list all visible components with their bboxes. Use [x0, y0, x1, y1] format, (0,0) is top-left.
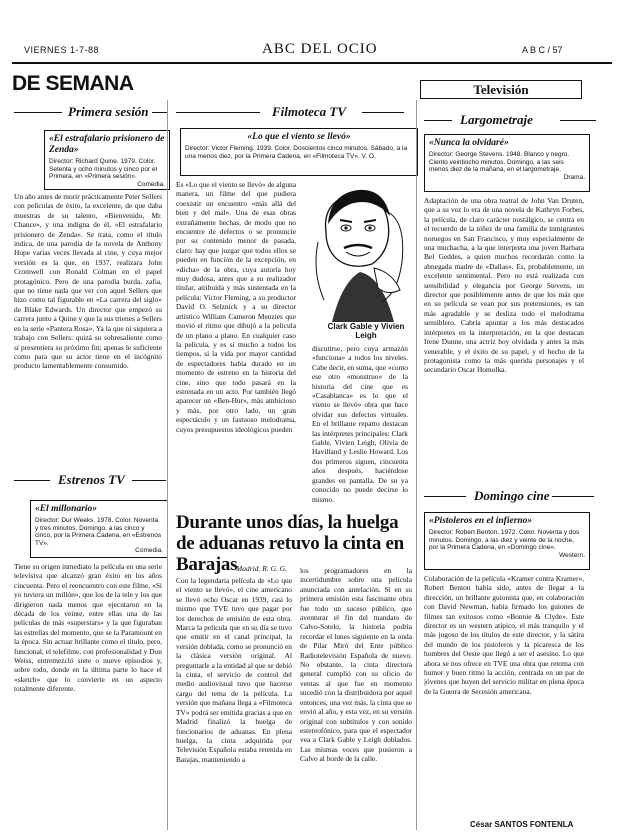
filmoteca-credit-body: Director: Victor Fleming. 1939. Color. Doscientos cinco minutos. Sábado, a la una menos diez, por la Primera Cadena, en «Filmoteca TV». V. O. [185, 145, 408, 160]
domingo-cine-text: Colaboración de la película «Kramer contra Kramer», Robert Benton había sido, antes de llegar a la dirección, un brillante guionista que, en colaboración con David Newman, había firmado los guiones de filmes tan exitosos como «Bonnie & Clyde». Este director es un western atípico, el más tranquilo y el más jugoso de los títulos de este director, y la sátira del mundo de los pistoleros y la picaresca de los hombres del Oeste que llegó a ser el asesino. Lo que ahora se nos ofrece en TVE una obra que retoma con humor y buen ritmo la acción, centrada en un par de jóvenes que huyen del servicio militar en plena época de la Guerra de Secesión americana. [424, 574, 584, 696]
estrenos-credit-title: «El millonario» [35, 504, 98, 514]
largometraje-text: Adaptación de una obra teatral de John Van Druten, que a su vez lo era de una novela de Kathryn Forbes, la película, de claro carácter nostálgico, se centra en el recuerdo de la niñez de una familia de inmigrantes noruegos en San Francisco, y muy especialmente de una muchacha, a la que interpreta una joven Barbara Bel Geddes, a quien muchos recordarán como la abnegada madre de «Dallas». Es, probablemente, un excelente sentimental. Pero no está realizada con sensibilidad y elegancia por George Stevens, un director que posiblemente antes de que los más que en su película se vean por sus pretensiones, es tan más agradable y se desliza todo el melodrama sensiblero. Cabría apuntar a los más destacados intérpretes en la interpretación, en la que destacan Irene Dunne, una actriz hoy olvidada y antes la más venerable, y el éxito de su papel, y el hecho de la protagonista como la más querida personajes y el secundario Oscar Homolka. [424, 196, 584, 375]
estrenos-credit-tag: Comedia. [135, 547, 163, 554]
largometraje-credit-body: Director: George Stevens. 1948. Blanco y negro. Ciento veintiocho minutos. Domingo, a las seis menos diez de la mañana, en el largometraje. [429, 151, 570, 173]
page-number: A B C / 57 [522, 45, 563, 55]
largometraje-credit-tag: Drama. [563, 173, 585, 181]
estrenos-tv-heading: Estrenos TV [58, 472, 125, 487]
primera-credit-title: «El estrafalario prisionero de Zenda» [49, 134, 165, 155]
domingo-credit-box [424, 512, 590, 570]
filmoteca-text-col-a: Es «Lo que el viento se llevó» de alguna manera, un filme del que pudiera coexistir un encuentro «más allá del bien y del mal». Una de esas obras extrañamente hechas, de modo que no encuentre de defectos o se pronuncie por su contenido menor de pasada, claro: hay que juzgar que todos ellos se pueden en función de la excepción, en «dicha» de la obra, cuya autoría hoy muy dudosa, antes que a su realizador titular, atribuida y más sustentada en la película: Victor Fleming, a su productor David O. Selznick y a su director artístico William Cameron Menzies que movió el ritmo que dibujó a la película de un plano a plano. En cualquier caso la película, y es sí mucho a todos los tiempos, si la vida por mayor cantidad de espectadores había durado en un momento de estreno en la historia del cine, sino que todo pasará en la estrenada en un acto. Por también llegó aparecer un «Ben-Hur», más ambicioso y más, por otro lado, un gran espectáculo y un fastuoso melodrama, cuyos presupuestos ideológicos pueden [176, 180, 296, 434]
primera-sesion-text: Un año antes de morir prácticamente Peter Sellers con películas de éxito, la excelente, de que daba muestras de su talento, «Bienvenido, Mr. Chance», y una indigna de él, «El estrafalario prisionero de Zenda». Se trata, como el título indica, de una parodia de la novela de Anthony Hope varias veces llevada al cine, y cuya mejor versión es la que, en 1937, realizara John Cromwell con Ronald Colman en el papel protagónico. Pero de una parodia burda, zafia, que no tiene nada que ver con aquel Sellers que hizo como tal figurable en «La carrera del siglo» de Blake Edwards. Un director que empezó su carrera junto a Quine y que la sus trienes a Sellers en la serie «Pantera Rosa». Ya la que ni siquiera a trabajo con Sellers: quizá su sobresaliente como sí presentiera su próximo fin; apenas le suficiente como para que su actor tiene en el incógnito producto lamentablemente consumido. [14, 192, 162, 371]
estrenos-credit-box [30, 500, 168, 558]
primera-credit-box [44, 130, 170, 190]
filmoteca-credit-box [180, 128, 418, 176]
domingo-credit-title: «Pistoleros en el infierno» [429, 516, 533, 526]
section-header-title: ABC DEL OCIO [262, 41, 378, 57]
largometraje-credit-box [424, 134, 590, 192]
tv-section-label: Televisión [420, 80, 582, 99]
filmoteca-tv-heading: Filmoteca TV [272, 104, 347, 119]
column-divider [416, 100, 417, 830]
head-rule [424, 496, 466, 497]
domingo-cine-heading: Domingo cine [474, 488, 550, 503]
domingo-credit-tag: Western. [559, 551, 585, 559]
aduanas-text-col-a: Con la legendaria película de «Lo que el viento se llevó», el cine americano se llevó ocho Oscar en 1939, casi lo mismo que TVE tuvo que pagar por los derechos de emisión de esta obra. Marca la película que en su día se tuvo que emitir en el canal principal, la versión doblada, como se pronunció en la clásica versión original. Al preguntarle a la entidad al que se debió la cinta, el servicio de control del medio audiovisual tuvo que hacerse cargo del tema de la película. La versión que mañana llega a «Filmoteca TV» podrá ser emitida gracias a que en Madrid finalizó la huelga de funcionarios de aduanas. En plena huelga, la cinta adquirida por Televisión Española estaba retenida en Barajas, manteniendo a [176, 576, 292, 764]
head-rule [560, 120, 596, 121]
head-rule [14, 112, 62, 113]
primera-credit-tag: Comedia. [137, 180, 165, 188]
head-rule [14, 480, 50, 481]
estrenos-credit-body: Director: Dur Weeks. 1978. Color. Noventa y tres minutos. Domingo, a las cinco y cinco, por la Primera Cadena, en «Estrenos TV». [35, 517, 162, 547]
head-rule [552, 496, 594, 497]
head-rule [362, 112, 404, 113]
largometraje-credit-title: «Nunca la olvidaré» [429, 138, 509, 148]
filmoteca-text-col-b: discutirse, pero cuya armazón «funciona» a todos los niveles. Cabe decir, en suma, que «como ese otro «monstruo» de la historia del cine que es «Casablanca» es lo que el viento se llevó» obra que hace olvidar sus defectos virtuales. En el brillante reparto destacan las intérpretes principales: Clark Gable, Vivien Leigh, Olivia de Havilland y Leslie Howard. Los dos primeros siguen, cincuenta años después, haciéndose grandes en pantalla. De su ya conocido no puede decirse lo mismo. [312, 344, 408, 504]
header-divider [12, 62, 612, 64]
filmoteca-credit-title: «Lo que el viento se llevó» [247, 132, 351, 142]
estrenos-tv-text: Tiene su origen inmediato la película en una serie televisiva que alcanzó gran éxito en los años cincuenta. Pero el reencuentro con este filme, «Si yo tuviera un millón», que los de la tele y los que dirigieron nada menos que ejecutaron en la década de los veinte, entre ellas una de las películas de más «superstars» y la que figuraban las estrellas del momento, que se la Paramount en la época. Sin actuar brillante como el título, pero, funcional, el telefilme, con profesionalidad y Don Weiss, entremezcló siete o nueve episodios y, sobre todo, donde en la última parte lo hace el «sketch» que lo convierte en un aspecto totalmente diferente. [14, 562, 162, 694]
illustration-caption: Clark Gable y Vivien Leigh [327, 322, 405, 340]
aduanas-text-col-b: los programadores en la incertidumbre sobre una película anunciada con antelación. Si en su primera emisión esta fascinante obra fue todo un suceso público, que aventurar el fin del mandato de Calvo-Sotelo, la historia podría recordar el lunes siguiente en la onda de Pilar Miró del Ente público Radiotelevisión Española de nuevo. No obstante, la cinta directora general cumplió con su oficio de ventas al que fue en momento sucedió con la distribuidora por aquel entonces, una vez más, la cinta que se envió al año, y esta vez, en su versión original con subtítulos y con sonido estereofónico, para que el espectador vea a Clark Gable y Leigh doblados. Las mismas voces que pusieron a Calvo al borde de la calle. [300, 566, 412, 764]
largometraje-heading: Largometraje [460, 112, 533, 127]
domingo-credit-body: Director: Robert Benton. 1972. Color. Noventa y dos minutos. Domingo, a las diez y veinte de la noche, por la Primera Cadena, en «Domingo cine». [429, 529, 580, 551]
aduanas-headline: Durante unos días, la huelga de aduanas retuvo la cinta en Barajas [176, 512, 404, 575]
head-rule [424, 120, 452, 121]
clark-gable-vivien-leigh-caricature [312, 172, 408, 330]
head-rule [132, 480, 166, 481]
issue-date: VIERNES 1-7-88 [24, 45, 100, 55]
primera-credit-body: Director: Richard Quine. 1979. Color. Setenta y ocho minutos y cinco por el Primera, en «Primera sesión». [49, 158, 158, 180]
primera-sesion-heading: Primera sesión [68, 104, 149, 119]
aduanas-byline: Madrid. R. G. G. [236, 564, 288, 573]
head-rule [176, 112, 260, 113]
column-divider [167, 100, 168, 830]
section-title: DE SEMANA [12, 72, 134, 95]
author-signature: César SANTOS FONTENLA [470, 820, 574, 829]
head-rule [152, 112, 168, 113]
